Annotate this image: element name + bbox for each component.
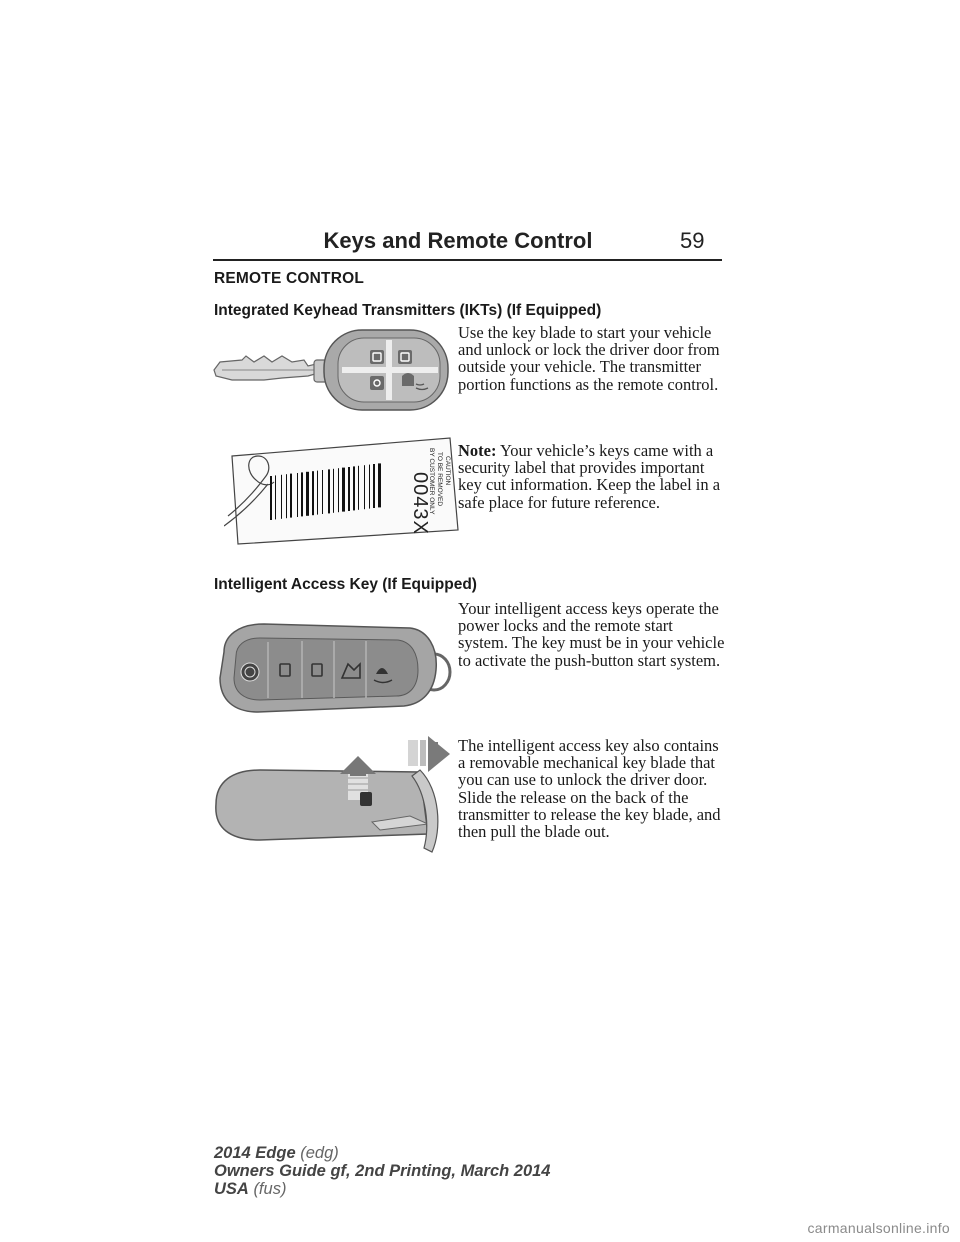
- barcode-bar: [317, 471, 318, 515]
- slide-arrow-icon: [408, 736, 450, 772]
- footer-line-guide: [214, 1163, 551, 1180]
- note-text: Your vehicle’s keys came with a security label that provides important key cut information. Keep the label in a safe place for future reference.: [458, 441, 721, 512]
- barcode-bar: [297, 473, 298, 517]
- barcode-bar: [358, 466, 359, 510]
- note-label: Note:: [458, 441, 497, 460]
- key-blade-release-illustration: [210, 730, 460, 854]
- section-title: REMOTE CONTROL: [214, 270, 365, 287]
- page-header-title: Keys and Remote Control: [323, 228, 593, 253]
- barcode-bar: [312, 471, 314, 515]
- barcode-bar: [281, 475, 282, 519]
- footer-region-code: (fus): [253, 1180, 287, 1198]
- security-label-illustration: [224, 436, 460, 546]
- barcode-bar: [353, 466, 355, 510]
- footer-region: USA: [214, 1180, 249, 1198]
- header-divider: [213, 259, 722, 261]
- barcode-bar: [369, 465, 370, 509]
- intelligent-key-illustration: [214, 612, 458, 716]
- ikt-heading: Integrated Keyhead Transmitters (IKTs) (If Equipped): [214, 302, 602, 319]
- ikt-key-illustration: [212, 326, 452, 414]
- footer-line-model: [214, 1145, 339, 1162]
- barcode-bar: [306, 472, 309, 516]
- barcode-bar: [275, 475, 276, 519]
- watermark: carmanualsonline.info: [807, 1220, 950, 1236]
- iak-blade-description: The intelligent access key also contains a removable mechanical key blade that you can use to unlock the driver door. Slide the release on the back of the transmitter to release the key blade, and then pull the blade out.: [458, 736, 721, 842]
- barcode-bar: [333, 469, 334, 513]
- footer-guide: Owners Guide gf, 2nd Printing, March 2014: [214, 1162, 551, 1180]
- footer-model-code: (edg): [300, 1144, 339, 1162]
- footer-line-region: [214, 1181, 286, 1198]
- page-number: 59: [680, 228, 705, 253]
- barcode-bar: [378, 463, 381, 507]
- barcode-bar: [286, 474, 287, 518]
- ikt-description: Use the key blade to start your vehicle and unlock or lock the driver door from outside your vehicle. The transmitter portion functions as the remote control.: [458, 323, 720, 394]
- barcode-bar: [270, 476, 272, 520]
- iak-description: Your intelligent access keys operate the power locks and the remote start system. The key must be in your vehicle to activate the push-button start system.: [458, 599, 725, 670]
- caution-text-1: CAUTION: [444, 456, 451, 486]
- security-code-text: 0043X: [409, 472, 431, 535]
- barcode-bar: [364, 465, 365, 509]
- barcode-bar: [373, 464, 375, 508]
- barcode-bar: [338, 468, 339, 512]
- caution-text-2: TO BE REMOVED: [436, 452, 443, 507]
- barcode-bar: [301, 472, 303, 516]
- ikt-note: [458, 442, 726, 511]
- caution-text-3: BY CUSTOMER ONLY: [428, 448, 435, 515]
- barcode-bar: [328, 469, 330, 513]
- barcode-bar: [290, 474, 292, 518]
- barcode-bar: [342, 468, 345, 512]
- barcode-bar: [322, 470, 323, 514]
- iak-heading: Intelligent Access Key (If Equipped): [214, 576, 477, 593]
- barcode-bar: [348, 467, 350, 511]
- footer-model: 2014 Edge: [214, 1144, 296, 1162]
